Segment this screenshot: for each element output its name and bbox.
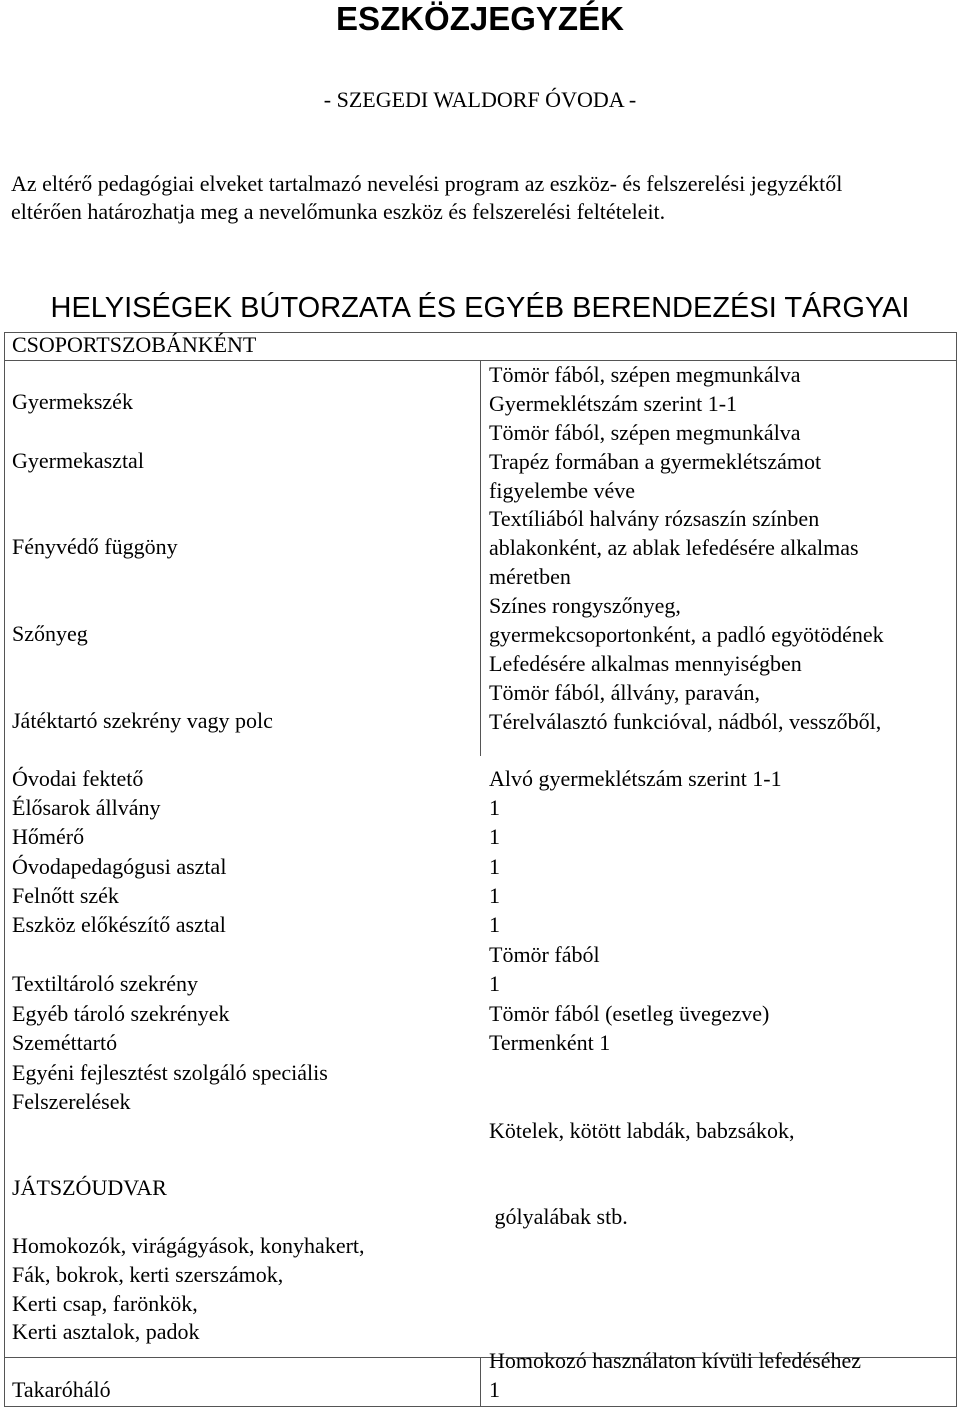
item-detail: [489, 679, 881, 737]
playground-label: JÁTSZÓUDVAR: [12, 1175, 167, 1200]
value-line: 1: [489, 970, 500, 996]
value-line: gólyalábak stb.: [489, 1203, 628, 1229]
item-name: [12, 1059, 328, 1117]
item-name: Eszköz előkészítő asztal: [12, 912, 226, 937]
item-name: Élősarok állvány: [12, 795, 161, 820]
item-name: Óvodapedagógusi asztal: [12, 854, 227, 879]
item-name: Takaróháló: [12, 1377, 111, 1402]
document-subtitle: - SZEGEDI WALDORF ÓVODA -: [323, 87, 637, 112]
item-value: 1: [489, 912, 500, 937]
item-name: Textiltároló szekrény: [12, 971, 199, 996]
detail-line: Tömör fából, állvány, paraván,: [489, 680, 761, 705]
inventory-table: [4, 332, 957, 1407]
item-value: 1: [489, 824, 500, 849]
playground-line: Kerti csap, farönkök,: [12, 1290, 198, 1316]
item-name: Fényvédő függöny: [12, 534, 178, 559]
value-line: Kötelek, kötött labdák, babzsákok,: [489, 1117, 795, 1143]
item-detail: [489, 361, 801, 419]
value-line: Homokozó használaton kívüli lefedéséhez: [489, 1348, 862, 1373]
detail-line: Színes rongyszőnyeg,: [489, 593, 681, 618]
detail-line: Textíliából halvány rózsaszín színben: [489, 506, 820, 531]
item-name: Felnőtt szék: [12, 883, 119, 908]
document-title: ESZKÖZJEGYZÉK: [336, 0, 624, 37]
item-name: Egyéb tároló szekrények: [12, 1001, 230, 1026]
detail-line: ablakonként, az ablak lefedésére alkalmas: [489, 534, 859, 560]
item-value: Tömör fából (esetleg üvegezve): [489, 1001, 770, 1026]
playground-line: Homokozók, virágágyások, konyhakert,: [12, 1233, 365, 1258]
item-value: Alvó gyermeklétszám szerint 1-1: [489, 766, 782, 791]
item-name: Óvodai fektető: [12, 766, 144, 791]
detail-line: Tömör fából, szépen megmunkálva: [489, 420, 801, 445]
value-line: Tömör fából: [489, 942, 600, 967]
item-detail: [489, 592, 884, 678]
detail-line: Tömör fából, szépen megmunkálva: [489, 362, 801, 387]
column-divider: [480, 360, 481, 756]
item-name: Szeméttartó: [12, 1030, 118, 1055]
item-name: Játéktartó szekrény vagy polc: [12, 708, 273, 733]
intro-line: Az eltérő pedagógiai elveket tartalmazó nevelési program az eszköz- és felszerelési jegyzéktől: [11, 171, 843, 196]
detail-line: gyermekcsoportonként, a padló egyötödének: [489, 621, 884, 647]
section-heading: HELYISÉGEK BÚTORZATA ÉS EGYÉB BERENDEZÉSI TÁRGYAI: [50, 292, 910, 324]
item-value: 1: [489, 795, 500, 820]
detail-line: Térelválasztó funkcióval, nádból, vesszőből,: [489, 708, 882, 734]
item-value: Termenként 1: [489, 1030, 611, 1055]
value-line: 1: [489, 1376, 500, 1402]
item-value: 1: [489, 854, 500, 879]
detail-line: Trapéz formában a gyermeklétszámot: [489, 448, 822, 474]
detail-line: Lefedésére alkalmas mennyiségben: [489, 650, 802, 676]
intro-line: eltérően határozhatja meg a nevelőmunka eszköz és felszerelési feltételeit.: [11, 199, 666, 224]
column-divider: [480, 1357, 481, 1406]
item-name: Hőmérő: [12, 824, 85, 849]
item-name: Szőnyeg: [12, 621, 88, 646]
playground-line: Kerti asztalok, padok: [12, 1319, 200, 1345]
item-detail: [489, 419, 821, 505]
item-value: [489, 1059, 794, 1289]
item-value: [489, 941, 600, 999]
item-value: 1: [489, 883, 500, 908]
item-name: Gyermekszék: [12, 389, 133, 414]
name-line: Felszerelések: [12, 1088, 131, 1114]
item-detail: [489, 505, 859, 591]
item-value: [489, 1347, 861, 1405]
item-name: Gyermekasztal: [12, 448, 144, 473]
group-room-label: CSOPORTSZOBÁNKÉNT: [12, 332, 257, 357]
playground-line: Fák, bokrok, kerti szerszámok,: [12, 1261, 284, 1287]
playground-list: [12, 1232, 365, 1347]
name-line: Egyéni fejlesztést szolgáló speciális: [12, 1060, 328, 1085]
detail-line: méretben: [489, 563, 571, 589]
intro-paragraph: [11, 170, 842, 226]
detail-line: figyelembe véve: [489, 477, 635, 503]
detail-line: Gyermeklétszám szerint 1-1: [489, 390, 738, 416]
